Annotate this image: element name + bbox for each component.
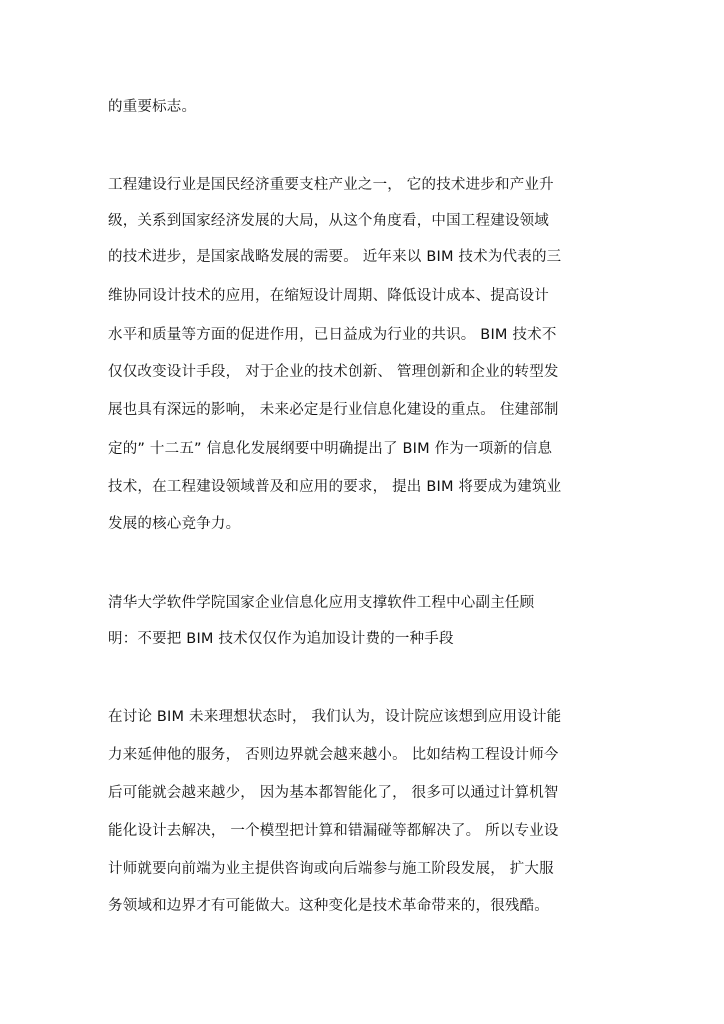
text-line: 技术，在工程建设领域普及和应用的要求， 提出 BIM 将要成为建筑业	[108, 479, 562, 495]
text-line: 的技术进步，是国家战略发展的需要。 近年来以 BIM 技术为代表的三	[108, 249, 562, 265]
text-line: 务领域和边界才有可能做大。这种变化是技术革命带来的，很残酷。	[108, 898, 549, 914]
section-heading-line: 清华大学软件学院国家企业信息化应用支撑软件工程中心副主任顾	[108, 595, 535, 611]
text-line: 计师就要向前端为业主提供咨询或向后端参与施工阶段发展， 扩大服	[108, 861, 554, 877]
text-line: 级，关系到国家经济发展的大局，从这个角度看，中国工程建设领域	[108, 213, 549, 229]
text-line: 水平和质量等方面的促进作用，已日益成为行业的共识。 BIM 技术不	[108, 327, 557, 343]
text-line: 后可能就会越来越少， 因为基本都智能化了， 很多可以通过计算机智	[108, 785, 559, 801]
text-line: 在讨论 BIM 未来理想状态时， 我们认为，设计院应该想到应用设计能	[108, 709, 562, 725]
text-line: 发展的核心竞争力。	[108, 516, 241, 532]
section-heading-line: 明：不要把 BIM 技术仅仅作为追加设计费的一种手段	[108, 631, 454, 647]
text-line: 仅仅改变设计手段， 对于企业的技术创新、 管理创新和企业的转型发	[108, 364, 559, 380]
text-line: 展也具有深远的影响， 未来必定是行业信息化建设的重点。 住建部制	[108, 402, 559, 418]
text-line: 能化设计去解决， 一个模型把计算和错漏碰等都解决了。 所以专业设	[108, 823, 559, 839]
text-line: 工程建设行业是国民经济重要支柱产业之一， 它的技术进步和产业升	[108, 177, 554, 193]
text-line: 定的” 十二五” 信息化发展纲要中明确提出了 BIM 作为一项新的信息	[108, 441, 553, 457]
text-line: 的重要标志。	[108, 99, 197, 115]
text-line: 力来延伸他的服务， 否则边界就会越来越小。 比如结构工程设计师今	[108, 747, 559, 763]
text-line: 维协同设计技术的应用，在缩短设计周期、降低设计成本、提高设计	[108, 288, 549, 304]
